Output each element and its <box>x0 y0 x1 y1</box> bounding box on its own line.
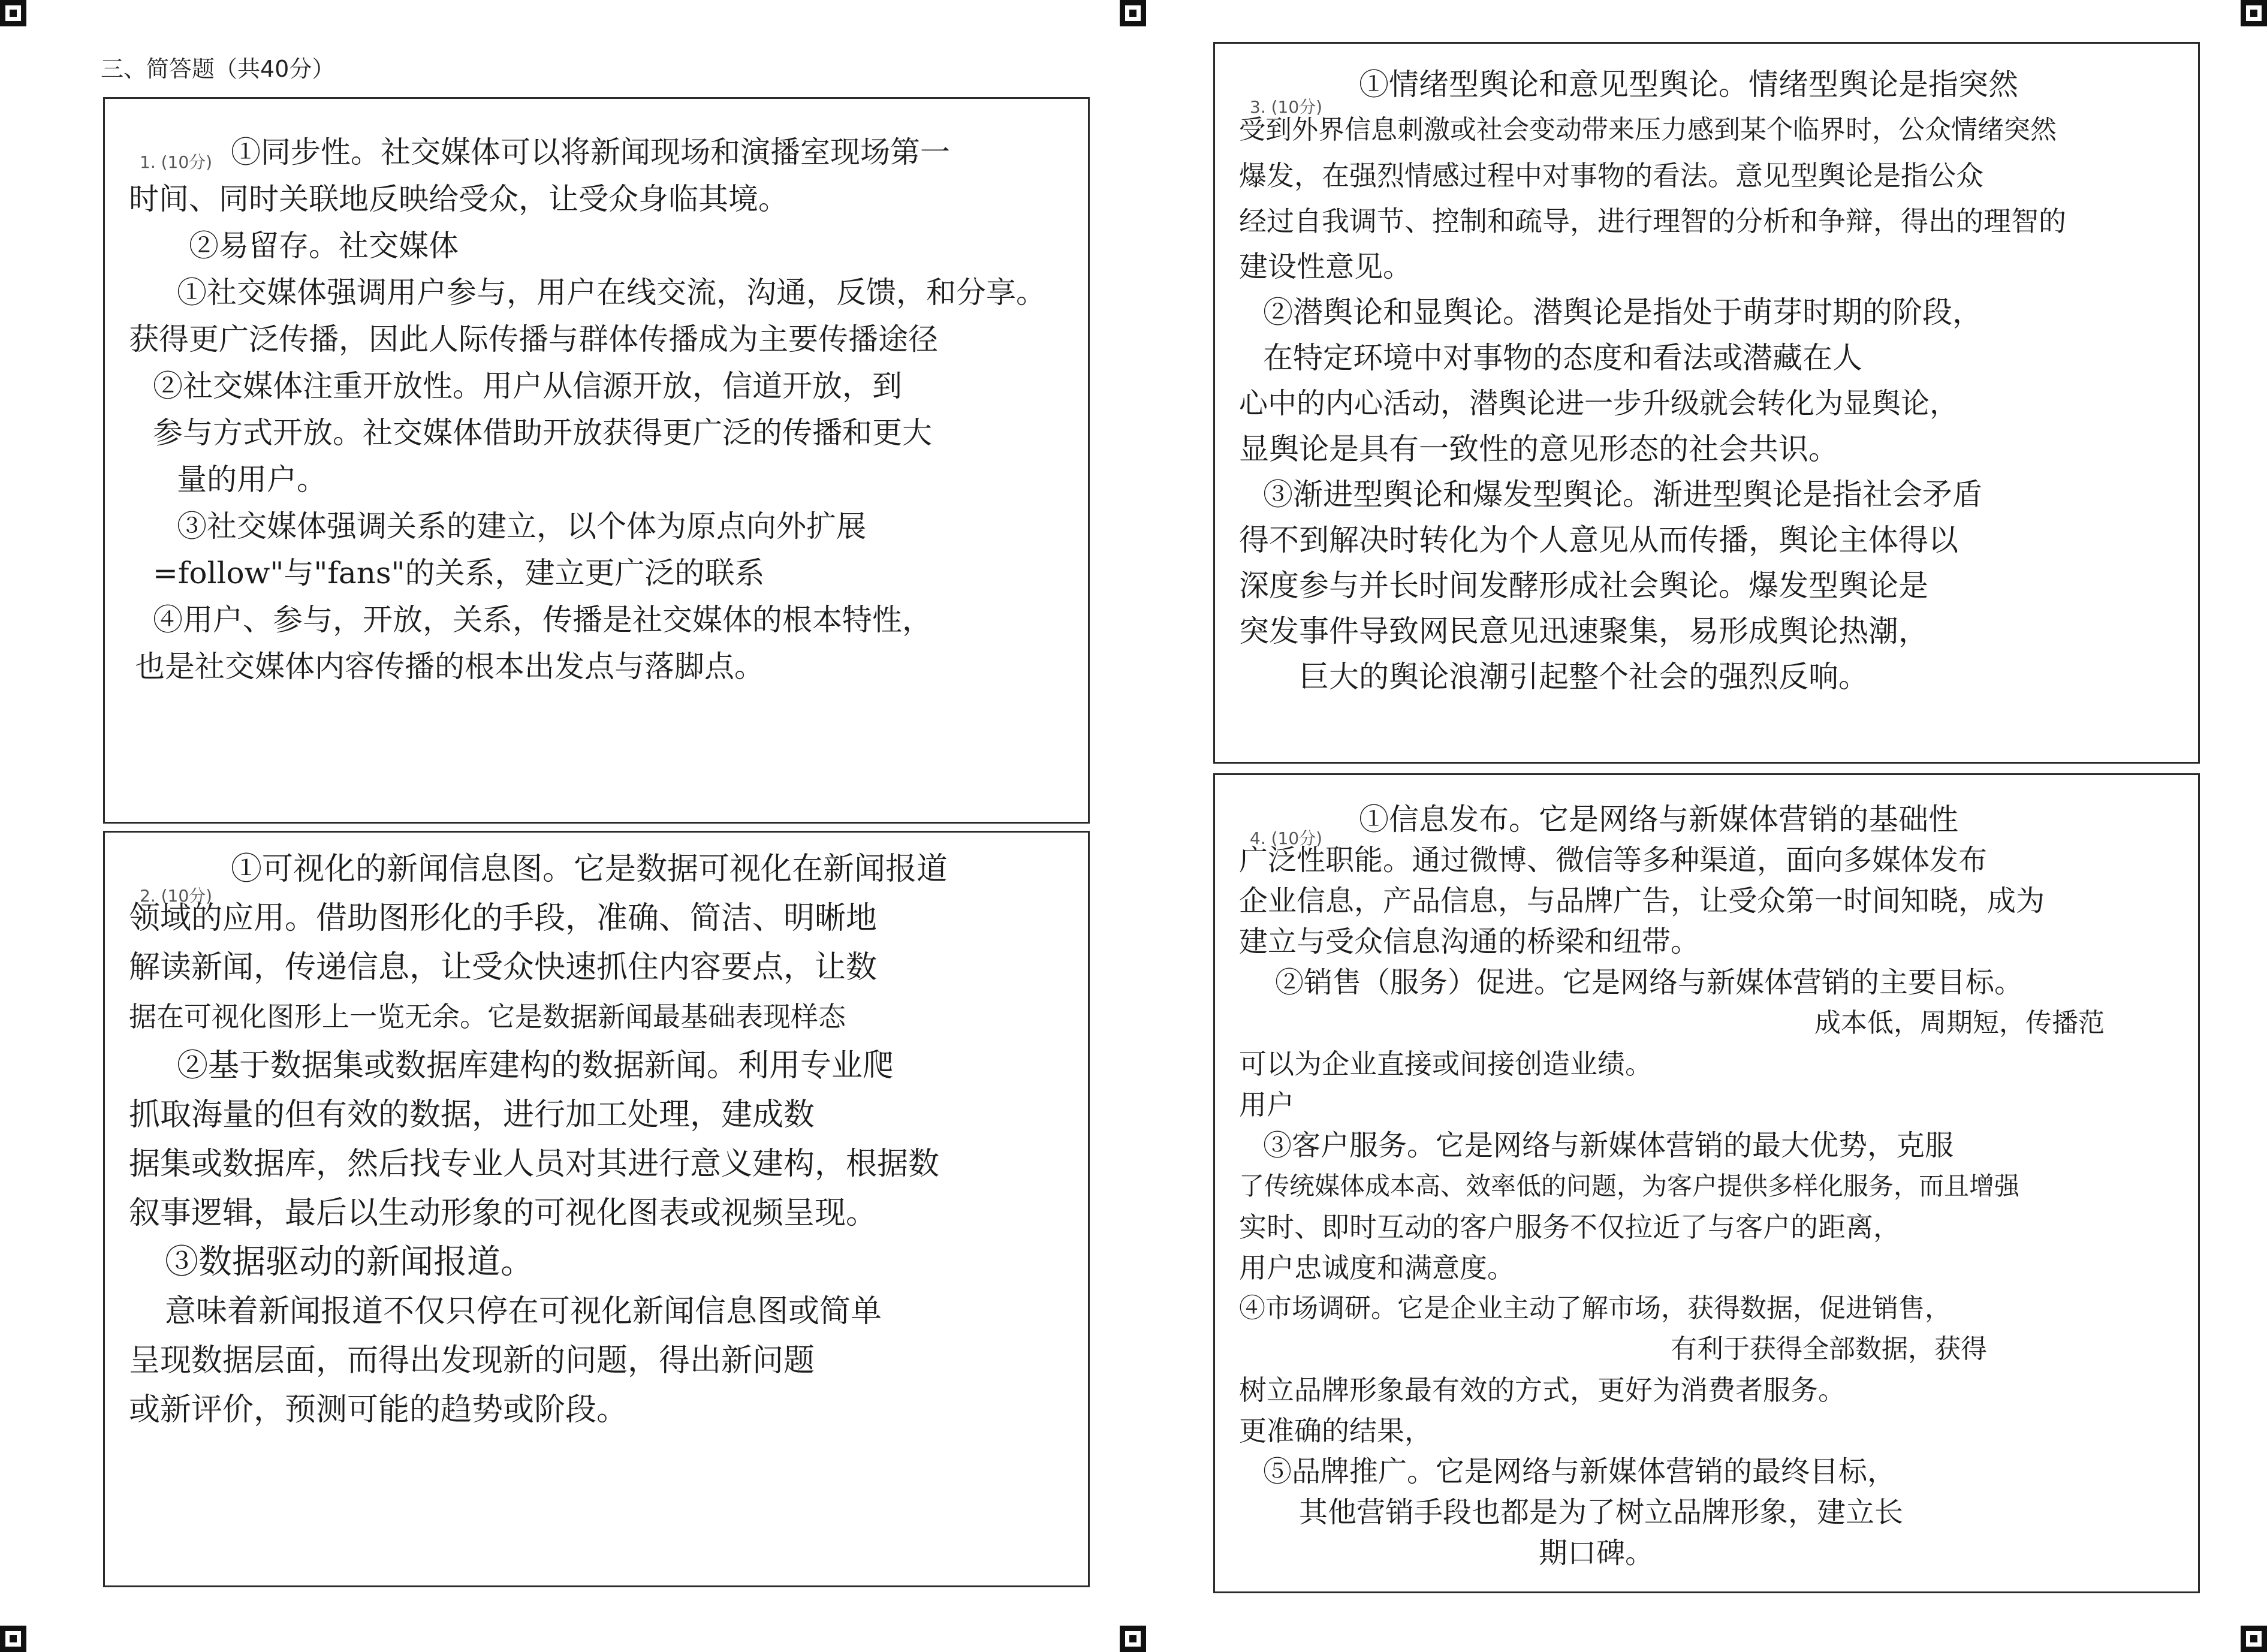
answer-line: 树立品牌形象最有效的方式，更好为消费者服务。 <box>1239 1374 1846 1406</box>
question-label: 4. (10分) <box>1250 828 1323 848</box>
answer-line: 量的用户。 <box>177 462 327 497</box>
answer-line: 时间、同时关联地反映给受众，让受众身临其境。 <box>129 182 788 216</box>
answer-line: ⑤品牌推广。它是网络与新媒体营销的最终目标， <box>1263 1455 1897 1488</box>
section-title: 三、简答题（共40分） <box>101 56 335 82</box>
answer-line: ②基于数据集或数据库建构的数据新闻。利用专业爬 <box>177 1048 894 1084</box>
answer-line: ④市场调研。它是企业主动了解市场，获得数据，促进销售， <box>1239 1293 1951 1324</box>
answer-line: ③渐进型舆论和爆发型舆论。渐进型舆论是指社会矛盾 <box>1263 477 1982 512</box>
answer-line: ①同步性。社交媒体可以将新闻现场和演播室现场第一 <box>231 135 950 170</box>
registration-marker-bottom-right <box>2241 1626 2267 1652</box>
answer-line: ①情绪型舆论和意见型舆论。情绪型舆论是指突然 <box>1359 67 2018 102</box>
answer-box-q2 <box>103 831 1090 1587</box>
answer-line: 用户忠诚度和满意度。 <box>1239 1252 1515 1284</box>
answer-line: 心中的内心活动，潜舆论进一步升级就会转化为显舆论， <box>1239 387 1959 420</box>
answer-line: 受到外界信息刺激或社会变动带来压力感到某个临界时，公众情绪突然 <box>1239 114 2057 145</box>
answer-line: ②社交媒体注重开放性。用户从信源开放，信道开放，到 <box>153 369 902 403</box>
handwritten-answer <box>1239 62 2178 700</box>
answer-line: ④用户、参与，开放，关系，传播是社交媒体的根本特性， <box>153 602 932 637</box>
answer-line: 实时、即时互动的客户服务不仅拉近了与客户的距离， <box>1239 1211 1901 1243</box>
answer-line: 参与方式开放。社交媒体借助开放获得更广泛的传播和更大 <box>153 415 932 450</box>
answer-line: ①社交媒体强调用户参与，用户在线交流，沟通，反馈，和分享。 <box>177 275 1046 310</box>
answer-line: 建立与受众信息沟通的桥梁和纽带。 <box>1239 925 1700 958</box>
answer-line: 意味着新闻报道不仅只停在可视化新闻信息图或简单 <box>165 1294 882 1330</box>
answer-line: 据在可视化图形上一览无余。它是数据新闻最基础表现样态 <box>129 1000 846 1033</box>
answer-line: 叙事逻辑，最后以生动形象的可视化图表或视频呈现。 <box>129 1195 878 1231</box>
answer-line: 突发事件导致网民意见迅速聚集，易形成舆论热潮， <box>1239 614 1928 649</box>
handwritten-answer <box>129 129 1068 690</box>
answer-line: 经过自我调节、控制和疏导，进行理智的分析和争辩，得出的理智的 <box>1239 205 2066 237</box>
handwritten-answer <box>1239 799 2178 1573</box>
answer-line: 在特定环境中对事物的态度和看法或潜藏在人 <box>1263 340 1862 375</box>
answer-line: 获得更广泛传播，因此人际传播与群体传播成为主要传播途径 <box>129 322 938 357</box>
answer-line: 期口碑。 <box>1539 1536 1654 1570</box>
answer-line: 建设性意见。 <box>1239 250 1412 284</box>
answer-line: ③社交媒体强调关系的建立，以个体为原点向外扩展 <box>177 509 866 544</box>
answer-line: 据集或数据库，然后找专业人员对其进行意义建构，根据数 <box>129 1146 940 1182</box>
question-label: 3. (10分) <box>1250 97 1323 117</box>
answer-line: ①可视化的新闻信息图。它是数据可视化在新闻报道 <box>231 851 948 887</box>
answer-line: 了传统媒体成本高、效率低的问题，为客户提供多样化服务，而且增强 <box>1239 1171 2020 1201</box>
answer-line: ②销售（服务）促进。它是网络与新媒体营销的主要目标。 <box>1275 966 2024 999</box>
answer-box-q4 <box>1213 773 2200 1593</box>
answer-line: ③数据驱动的新闻报道。 <box>165 1243 534 1282</box>
registration-marker-top-left <box>0 0 26 26</box>
answer-line: ③客户服务。它是网络与新媒体营销的最大优势，克服 <box>1263 1129 1954 1162</box>
answer-line: 深度参与并长时间发酵形成社会舆论。爆发型舆论是 <box>1239 568 1928 603</box>
answer-line: 有利于获得全部数据，获得 <box>1671 1334 1987 1364</box>
answer-line: 广泛性职能。通过微博、微信等多种渠道，面向多媒体发布 <box>1239 843 1988 877</box>
answer-line: 可以为企业直接或间接创造业绩。 <box>1239 1048 1653 1080</box>
question-label: 1. (10分) <box>140 152 213 172</box>
answer-line: 领域的应用。借助图形化的手段，准确、简洁、明晰地 <box>129 900 878 936</box>
answer-line: ①信息发布。它是网络与新媒体营销的基础性 <box>1359 802 1958 837</box>
answer-line: =follow"与"fans"的关系，建立更广泛的联系 <box>153 556 765 590</box>
answer-line: ②潜舆论和显舆论。潜舆论是指处于萌芽时期的阶段， <box>1263 295 1982 330</box>
answer-line: 用户 <box>1239 1089 1294 1121</box>
registration-marker-bottom-left <box>0 1626 26 1652</box>
answer-line: 解读新闻，传递信息，让受众快速抓住内容要点，让数 <box>129 949 878 985</box>
handwritten-answer <box>129 845 1068 1434</box>
registration-marker-top-right <box>2241 0 2267 26</box>
answer-line: 显舆论是具有一致性的意见形态的社会共识。 <box>1239 432 1838 466</box>
answer-box-q1 <box>103 97 1090 824</box>
answer-line: 成本低，周期短，传播范 <box>1814 1008 2105 1038</box>
answer-line: 或新评价，预测可能的趋势或阶段。 <box>129 1392 628 1428</box>
registration-marker-bottom-center <box>1120 1626 1146 1652</box>
answer-line: 得不到解决时转化为个人意见从而传播，舆论主体得以 <box>1239 523 1958 557</box>
registration-marker-top-center <box>1120 0 1146 26</box>
answer-line: 呈现数据层面，而得出发现新的问题，得出新问题 <box>129 1343 815 1379</box>
answer-line: 更准确的结果， <box>1239 1415 1432 1447</box>
answer-line: 巨大的舆论浪潮引起整个社会的强烈反响。 <box>1299 659 1868 694</box>
answer-line: 企业信息，产品信息，与品牌广告，让受众第一时间知晓，成为 <box>1239 884 2045 918</box>
answer-line: 爆发，在强烈情感过程中对事物的看法。意见型舆论是指公众 <box>1239 159 1983 192</box>
answer-line: 其他营销手段也都是为了树立品牌形象，建立长 <box>1299 1496 1904 1529</box>
answer-line: 也是社交媒体内容传播的根本出发点与落脚点。 <box>135 649 764 684</box>
question-label: 2. (10分) <box>140 886 213 906</box>
answer-line: ②易留存。社交媒体 <box>189 228 459 263</box>
answer-box-q3 <box>1213 42 2200 764</box>
answer-line: 抓取海量的但有效的数据，进行加工处理，建成数 <box>129 1097 815 1133</box>
